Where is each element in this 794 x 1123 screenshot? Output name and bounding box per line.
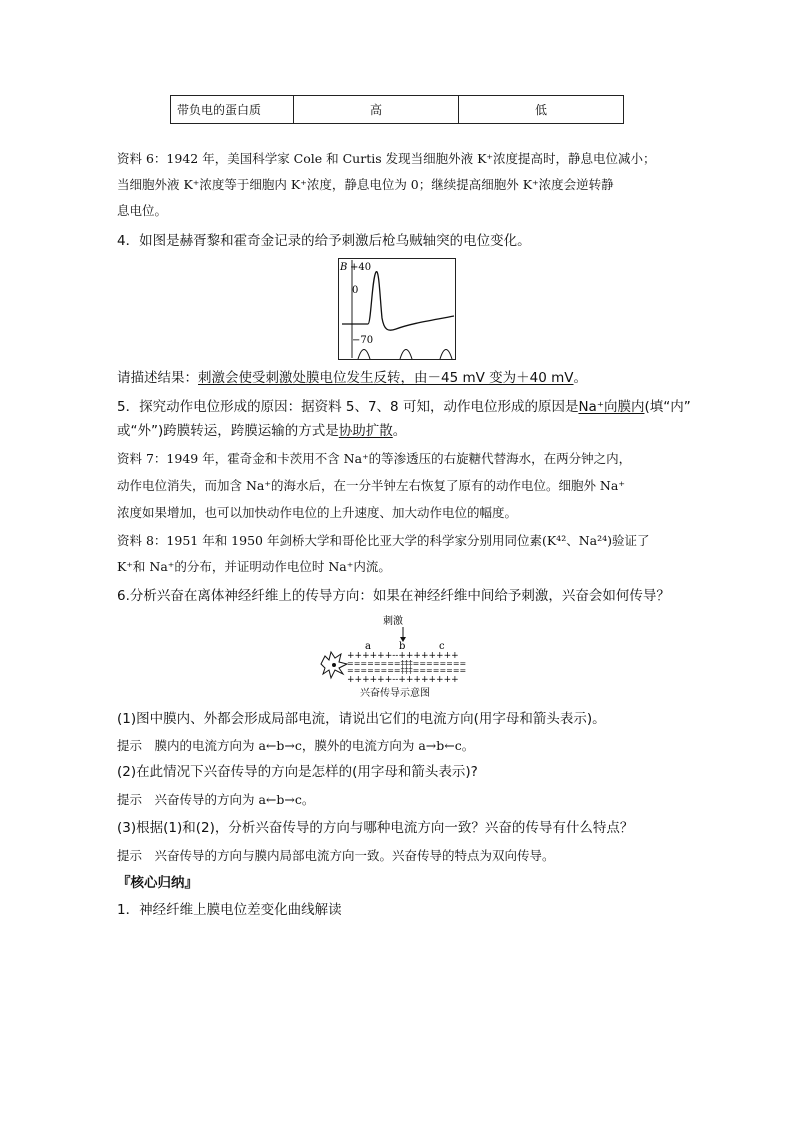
question-5-line-1: 5．探究动作电位形成的原因：据资料 5、7、8 可知，动作电位形成的原因是Na⁺向膜内(填“内”: [117, 399, 691, 415]
question-6-1: (1)图中膜内、外都会形成局部电流，请说出它们的电流方向(用字母和箭头表示)。: [117, 711, 606, 727]
ion-table: [170, 95, 624, 124]
question-6-1-hint: 提示 膜内的电流方向为 a←b→c，膜外的电流方向为 a→b←c。: [117, 738, 475, 753]
membrane-top-charges: ++++++--++++++++: [347, 651, 459, 661]
table-row: [171, 96, 624, 124]
membrane-potential-graph: [338, 258, 456, 360]
question-6-2: (2)在此情况下兴奋传导的方向是怎样的(用字母和箭头表示)?: [117, 764, 478, 780]
question-4: 4．如图是赫胥黎和霍奇金记录的给予刺激后枪乌贼轴突的电位变化。: [117, 233, 531, 249]
stimulus-label: 刺激: [383, 616, 403, 627]
material-6-line-3: 息电位。: [117, 203, 168, 218]
excitation-conduction-diagram: [315, 612, 475, 702]
material-7-line-1: 资料 7：1949 年，霍奇金和卡茨用不含 Na⁺的等渗透压的右旋糖代替海水，在两分钟之内，: [117, 451, 632, 466]
point-a-label: a: [365, 641, 371, 652]
question-6: 6.分析兴奋在离体神经纤维上的传导方向：如果在神经纤维中间给予刺激，兴奋会如何传导？: [117, 588, 670, 604]
membrane-bottom-charges: ++++++--++++++++: [347, 675, 459, 685]
graph-label-b: B: [340, 262, 348, 273]
question-6-2-hint: 提示 兴奋传导的方向为 a←b→c。: [117, 792, 315, 807]
material-6-line-1: 资料 6：1942 年，美国科学家 Cole 和 Curtis 发现当细胞外液 K⁺浓度提高时，静息电位减小；: [117, 151, 656, 166]
point-c-label: c: [439, 641, 445, 652]
material-7-line-2: 动作电位消失，而加含 Na⁺的海水后，在一分半钟左右恢复了原有的动作电位。细胞外 Na⁺: [117, 478, 625, 493]
question-6-3-hint: 提示 兴奋传导的方向与膜内局部电流方向一致。兴奋传导的特点为双向传导。: [117, 848, 555, 863]
question-6-3: (3)根据(1)和(2)，分析兴奋传导的方向与哪种电流方向一致？兴奋的传导有什么特点？: [117, 820, 634, 836]
material-8-line-2: K⁺和 Na⁺的分布，并证明动作电位时 Na⁺内流。: [117, 559, 391, 574]
table-cell: 低: [459, 96, 624, 124]
question-5-line-2: 或“外”)跨膜转运，跨膜运输的方式是协助扩散。: [117, 423, 407, 439]
core-summary-heading: 『核心归纳』: [117, 875, 198, 891]
material-8-line-1: 资料 8：1951 年和 1950 年剑桥大学和哥伦比亚大学的科学家分别用同位素(K⁴²、Na²⁴)验证了: [117, 533, 650, 548]
table-cell: 高: [294, 96, 459, 124]
diagram-caption: 兴奋传导示意图: [360, 688, 430, 699]
graph-tick-zero: 0: [352, 285, 359, 296]
table-cell: 带负电的蛋白质: [171, 96, 294, 124]
core-summary-item-1: 1．神经纤维上膜电位差变化曲线解读: [117, 902, 342, 918]
membrane-inner-charges-2: ========‡‡‡========: [347, 666, 467, 675]
membrane-inner-charges-1: ========‡‡‡========: [347, 659, 467, 668]
question-4-answer: 请描述结果：刺激会使受刺激处膜电位发生反转，由－45 mV 变为＋40 mV。: [117, 370, 588, 386]
graph-tick-plus40: +40: [350, 262, 372, 273]
point-b-label: b: [399, 641, 406, 652]
material-7-line-3: 浓度如果增加，也可以加快动作电位的上升速度、加大动作电位的幅度。: [117, 505, 518, 520]
material-6-line-2: 当细胞外液 K⁺浓度等于细胞内 K⁺浓度，静息电位为 0；继续提高细胞外 K⁺浓度会逆转静: [117, 177, 614, 192]
graph-tick-minus70: −70: [352, 335, 374, 346]
